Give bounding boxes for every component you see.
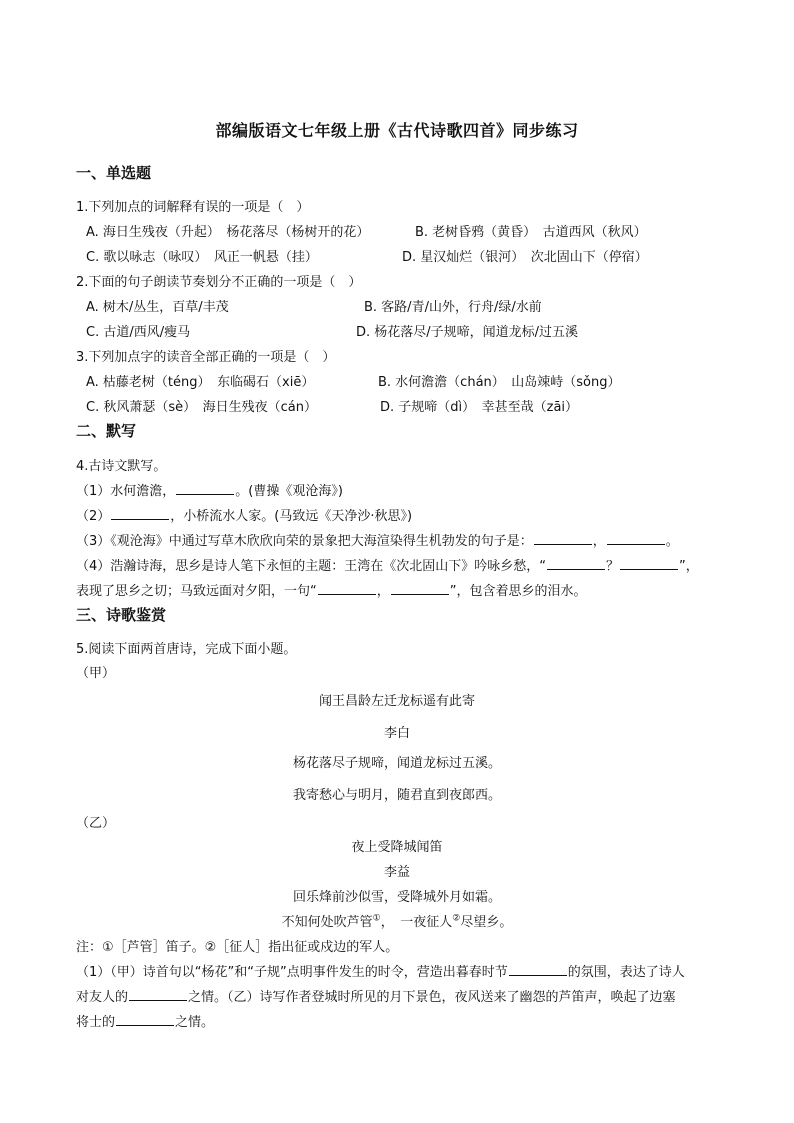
poem-notes: 注：①［芦管］笛子。②［征人］指出征或戍边的军人。 xyxy=(76,940,399,955)
answer-blank[interactable] xyxy=(620,557,678,570)
poem1-author: 李白 xyxy=(383,726,410,741)
page-title: 部编版语文七年级上册《古代诗歌四首》同步练习 xyxy=(215,121,579,140)
answer-blank[interactable] xyxy=(111,507,169,520)
poem2-author: 李益 xyxy=(383,865,410,880)
answer-blank[interactable] xyxy=(509,963,567,976)
q1-option-b: B. 老树昏鸦（黄昏） 古道西风（秋风） xyxy=(415,225,647,240)
answer-blank[interactable] xyxy=(129,988,187,1001)
footnote-mark-2: ② xyxy=(452,913,461,924)
poem2-title: 夜上受降城闻笛 xyxy=(351,840,443,855)
q4-part2: （2） ，小桥流水人家。(马致远《天净沙·秋思》) xyxy=(76,509,413,524)
q5-sub1-line1: （1）（甲）诗首句以“杨花”和“子规”点明事件发生的时令，营造出暮春时节 的氛围，表达了诗人 xyxy=(76,965,685,980)
q1-option-c: C. 歌以咏志（咏叹） 风正一帆悬（挂） xyxy=(86,250,318,265)
q4-part1: （1）水何澹澹， 。(曹操《观沧海》) xyxy=(76,484,343,499)
q2-option-d: D. 杨花落尽/子规啼，闻道龙标/过五溪 xyxy=(356,325,579,340)
poem1-title: 闻王昌龄左迁龙标遥有此寄 xyxy=(318,694,475,709)
poem2-line1: 回乐烽前沙似雪，受降城外月如霜。 xyxy=(292,890,501,905)
answer-blank[interactable] xyxy=(176,482,234,495)
answer-blank[interactable] xyxy=(318,582,376,595)
poem1-line1: 杨花落尽子规啼，闻道龙标过五溪。 xyxy=(292,756,501,771)
q2-option-c: C. 古道/西风/瘦马 xyxy=(86,325,191,340)
section-heading-single-choice: 一、单选题 xyxy=(76,164,152,182)
q3-option-b: B. 水何澹澹（chán） 山岛竦峙（sǒng） xyxy=(378,375,621,390)
q4-part3: （3）《观沧海》中通过写草木欣欣向荣的景象把大海渲染得生机勃发的句子是： ， 。 xyxy=(76,534,679,549)
q3-option-a: A. 枯藤老树（téng） 东临碣石（xiē） xyxy=(86,375,315,390)
q2-stem: 2.下面的句子朗读节奏划分不正确的一项是（ ） xyxy=(76,275,362,290)
q4-part4-line2: 表现了思乡之切；马致远面对夕阳，一句“ ， ”，包含着思乡的泪水。 xyxy=(76,584,587,599)
footnote-mark-1: ① xyxy=(372,913,381,924)
section-heading-poetry-appreciation: 三、诗歌鉴赏 xyxy=(76,606,167,624)
q3-option-c: C. 秋风萧瑟（sè） 海日生残夜（cán） xyxy=(86,400,317,415)
q1-option-d: D. 星汉灿烂（银河） 次北固山下（停宿） xyxy=(402,250,648,265)
answer-blank[interactable] xyxy=(116,1013,174,1026)
q5-stem: 5.阅读下面两首唐诗，完成下面小题。 xyxy=(76,642,297,657)
q2-option-a: A. 树木/丛生，百草/丰茂 xyxy=(86,300,229,315)
answer-blank[interactable] xyxy=(534,532,592,545)
poem2-line2: 不知何处吹芦管①， 一夜征人②尽望乡。 xyxy=(281,913,513,930)
answer-blank[interactable] xyxy=(607,532,665,545)
answer-blank[interactable] xyxy=(391,582,449,595)
section-heading-dictation: 二、默写 xyxy=(76,422,137,440)
q3-stem: 3.下列加点字的读音全部正确的一项是（ ） xyxy=(76,350,336,365)
q2-option-b: B. 客路/青/山外，行舟/绿/水前 xyxy=(364,300,542,315)
poem1-line2: 我寄愁心与明月，随君直到夜郎西。 xyxy=(292,788,501,803)
q4-part4-line1: （4）浩瀚诗海，思乡是诗人笔下永恒的主题：王湾在《次北固山下》吟咏乡愁，“ ？ ”， xyxy=(76,559,699,574)
q1-option-a: A. 海日生残夜（升起） 杨花落尽（杨树开的花） xyxy=(86,225,370,240)
q4-stem: 4.古诗文默写。 xyxy=(76,459,167,474)
poem-label-yi: （乙） xyxy=(76,816,116,831)
q5-sub1-line3: 将士的 之情。 xyxy=(76,1015,215,1030)
answer-blank[interactable] xyxy=(547,557,605,570)
q1-stem: 1.下列加点的词解释有误的一项是（ ） xyxy=(76,200,310,215)
q5-sub1-line2: 对友人的 之情。（乙）诗写作者登城时所见的月下景色，夜风送来了幽怨的芦笛声，唤起了边塞 xyxy=(76,990,676,1005)
poem-label-jia: （甲） xyxy=(76,666,116,681)
q3-option-d: D. 子规啼（dì） 幸甚至哉（zāi） xyxy=(380,400,579,415)
